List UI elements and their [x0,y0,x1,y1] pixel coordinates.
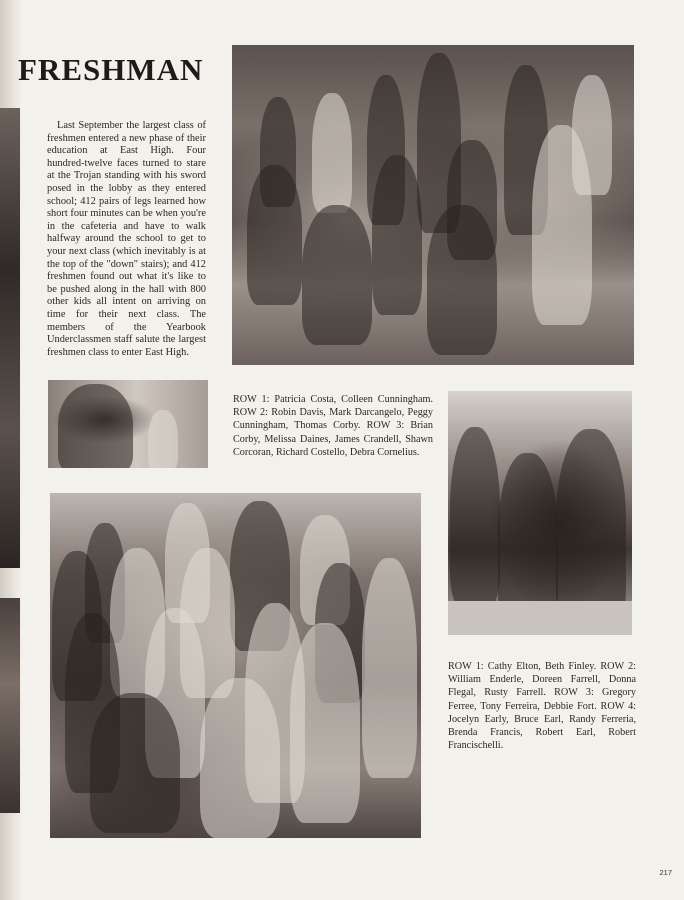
adjacent-page-edge [0,108,20,568]
caption-group-one: ROW 1: Patricia Costa, Colleen Cunningham. ROW 2: Robin Davis, Mark Darcangelo, Peggy Cunningham, Thomas Corby. ROW 3: Brian Corby, Melissa Daines, James Crandell, Shawn Corcoran, Richard Costello, Debra Cornelius. [233,394,433,458]
candid-photo-right [448,391,632,635]
page-number: 217 [659,868,672,877]
adjacent-page-edge [0,598,20,813]
page-title: FRESHMAN [18,52,204,87]
caption-group-two: ROW 1: Cathy Elton, Beth Finley. ROW 2: William Enderle, Doreen Farrell, Donna Flegal, Rusty Farrell. ROW 3: Gregory Ferree, Tony Ferreira, Debbie Fort. ROW 4: Jocelyn Early, Bruce Earl, Randy Ferreria, Brenda Francis, Robert Earl, Robert Francischelli. [448,661,636,752]
candid-photo-small [48,380,208,468]
top-group-photo [232,45,634,365]
intro-paragraph: Last September the largest class of freshmen entered a new phase of their education at East High. Four hundred-twelve faces turned to stare at the Trojan standing with his sword posed in the lobby as they entered school; 412 pairs of legs learned how short four minutes can be when you're in the cafeteria and have to walk halfway around the school to get to your next class (which inevitably is at the top of the "down" stairs); and 412 freshmen found out what it's like to be pushed along in the hall with 800 other kids all intent on arriving on time for their next class. The members of the Yearbook Underclassmen staff salute the largest freshmen class to enter East High. [47,120,206,358]
bottom-group-photo [50,493,421,838]
